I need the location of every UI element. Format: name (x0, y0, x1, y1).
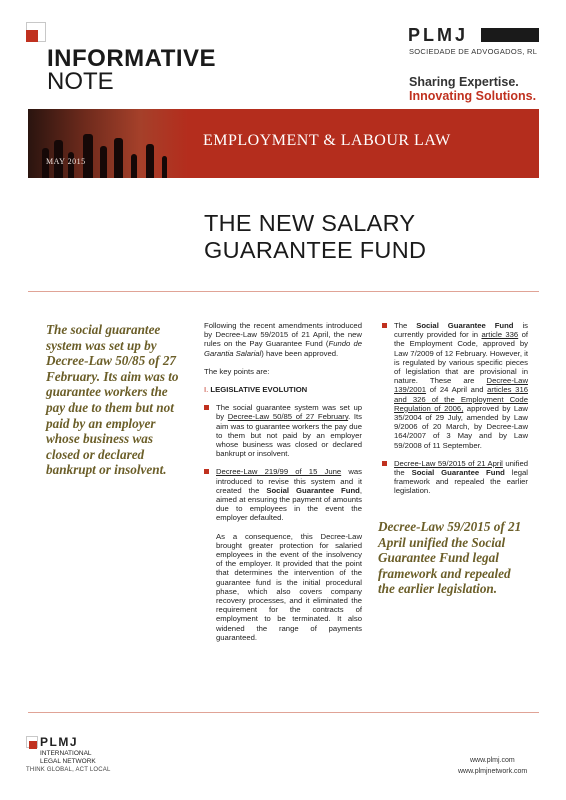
body-column-middle (204, 321, 362, 642)
practice-area-label: EMPLOYMENT & LABOUR LAW (203, 132, 451, 149)
article-title-line1: THE NEW SALARY (204, 210, 416, 236)
legislation-link[interactable]: Decree-Law 139/2001 (394, 376, 528, 395)
pull-quote-left: The social guarantee system was set up by Decree-Law 50/85 of 27 February. Its aim was to guarantee workers the pay due to them but not paid by an employer whose business was closed or declared bankrupt or insolvent. (46, 322, 179, 478)
key-points-label: The key points are: (204, 366, 270, 376)
consequence-paragraph: As a consequence, this Decree-Law brought greater protection for salaried employees in the event of the insolvency of the employer. It provided that the point that determines the intervention of the guarantee fund is the initial procedural phase, which also covers company recovery processes, and it eliminated the requirement for the contracts of employment to be terminated. It also widened the range of payments guaranteed. (216, 531, 362, 642)
tagline-line2: Innovating Solutions. (409, 89, 537, 103)
legislation-link[interactable]: article 336 (481, 330, 519, 340)
divider-top (28, 291, 539, 292)
footer-logo: PLMJ (40, 735, 79, 749)
bullet-item: The Social Guarantee Fund is currently provided for in article 336 of the Employment Code, approved by Law 7/2009 of 12 February. However, it is regulated by various specific pieces of legislation that are provisional in nature. These are Decree-Law 139/2001 of 24 April and articles 316 and 326 of the Employment Code Regulation of 2006, approved by Law 35/2004 of 29 July, amended by Law 9/2006 of 20 March, by Decree-Law 164/2007 of 3 May and by Law 59/2008 of 11 September. (382, 321, 528, 450)
logo-square-red (26, 30, 38, 42)
network-website-link[interactable]: www.plmjnetwork.com (458, 768, 528, 775)
legislation-link[interactable]: Decree-Law 219/99 of 15 June (216, 467, 342, 477)
bullet-item: Decree-Law 219/99 of 15 June was introduced to revise this system and it created the Social Guarantee Fund, aimed at ensuring the payment of amounts due to employees in the event the employer defaulted. (204, 467, 362, 522)
doc-type-subtitle: NOTE (47, 68, 114, 95)
legislation-link[interactable]: articles 316 and 326 of the Employment Code Regulation of 2006, (394, 385, 528, 413)
article-title (204, 210, 504, 264)
section-heading: I. LEGISLATIVE EVOLUTION (204, 385, 308, 395)
website-link[interactable]: www.plmj.com (470, 757, 515, 764)
divider-bottom (28, 712, 539, 713)
tagline-line1: Sharing Expertise. (409, 75, 519, 89)
legislation-link[interactable]: Decree-Law 50/85 of 27 February (227, 412, 349, 422)
body-column-right (382, 321, 528, 496)
intro-paragraph: Following the recent amendments introduced by Decree-Law 59/2015 of 21 April, the new rules on the Pay Guarantee Fund (Fundo de Garantia Salarial) have been approved. (204, 321, 363, 358)
footer-slogan: THINK GLOBAL, ACT LOCAL (26, 767, 111, 773)
banner-date: MAY 2015 (46, 157, 86, 166)
firm-logo: PLMJ (408, 25, 469, 45)
banner-photo (28, 109, 188, 178)
firm-subtitle: SOCIEDADE DE ADVOGADOS, RL (409, 47, 538, 56)
pull-quote-right: Decree-Law 59/2015 of 21 April unified the Social Guarantee Fund legal framework and repealed the earlier legislation. (378, 519, 522, 597)
bullet-item: Decree-Law 59/2015 of 21 April unified the Social Guarantee Fund legal framework and repealed the earlier legislation. (382, 459, 528, 496)
firm-logo-bar (481, 28, 539, 42)
footer-logo-square-red (29, 741, 37, 749)
doc-type-title: INFORMATIVE (47, 45, 217, 72)
article-title-line2: GUARANTEE FUND (204, 237, 427, 263)
bullet-item: The social guarantee system was set up by Decree-Law 50/85 of 27 February. Its aim was to guarantee workers the pay due to them but not paid by an employer whose business was closed or declared bankrupt or insolvent. (204, 403, 362, 458)
legislation-link[interactable]: Decree-Law 59/2015 of 21 April (394, 458, 503, 468)
footer-network-name: INTERNATIONAL LEGAL NETWORK (40, 750, 96, 765)
